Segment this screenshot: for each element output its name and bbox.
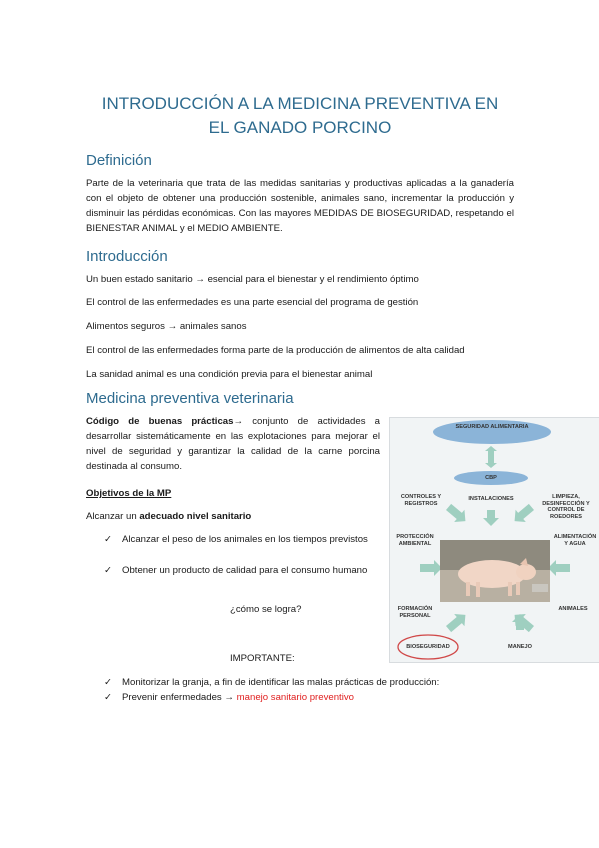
codigo-bold: Código de buenas prácticas (86, 416, 234, 427)
animales-label: ANIMALES (558, 606, 588, 612)
intro-item-1: Un buen estado sanitario → esencial para el bienestar y el rendimiento óptimo (86, 274, 419, 285)
medicina-heading: Medicina preventiva veterinaria (86, 390, 294, 407)
introduccion-heading: Introducción (86, 248, 168, 265)
instalaciones-label: INSTALACIONES (468, 496, 514, 502)
arrow-down-icon (483, 510, 499, 526)
intro-item-4: El control de las enfermedades forma parte de la producción de alimentos de alta calidad (86, 345, 465, 356)
title-line-1: INTRODUCCIÓN A LA MEDICINA PREVENTIVA EN (101, 94, 499, 113)
check-icon: ✓ (104, 565, 113, 576)
arrow-right-up-icon (443, 609, 470, 635)
alcanzar-line: Alcanzar un adecuado nivel sanitario (86, 511, 252, 522)
controles-label: CONTROLES Y REGISTROS (400, 494, 442, 507)
check-icon: ✓ (104, 677, 113, 688)
check-icon: ✓ (104, 534, 113, 545)
intro-item-2: El control de las enfermedades es una parte esencial del programa de gestión (86, 297, 419, 308)
arrow-left-icon (548, 560, 570, 576)
seguridad-label: SEGURIDAD ALIMENTARIA (455, 424, 529, 430)
alcanzar-bold: adecuado nivel sanitario (139, 511, 252, 522)
formacion-label: FORMACIÓN PERSONAL (397, 606, 433, 619)
codigo-paragraph (86, 414, 380, 474)
arrow-right-icon (420, 560, 442, 576)
cbp-diagram (389, 417, 599, 663)
definicion-text: Parte de la veterinaria que trata de las medidas sanitarias y productivas aplicadas a la ganadería con el objeto de obtener una producción sostenible, animales sano, incrementar la producción y disminuir las pérdidas económicas. Con las mayores MEDIDAS DE BIOSEGURIDAD, respetando el BIENESTAR ANIMAL y el MEDIO AMBIENTE. (86, 178, 514, 234)
title-line-2: EL GANADO PORCINO (208, 118, 392, 137)
pig-photo (440, 540, 550, 602)
bioseguridad-label: BIOSEGURIDAD (406, 644, 450, 650)
document-page: INTRODUCCIÓN A LA MEDICINA PREVENTIVA EN EL GANADO PORCINO Definición Parte de la veterinaria que trata de las medidas sanitarias y productivas aplicadas a la ganadería con el objeto de obtener una producción sostenible, animales sano, incrementar la producción y disminuir las pérdidas económicas. Con las mayores MEDIDAS DE BIOSEGURIDAD, respetando el BIENESTAR ANIMAL y el MEDIO AMBIENTE. Introducción Un buen estado sanitario → esencial para el bienestar y el rendimiento óptimo El control de las enfermedades es una parte esencial del programa de gestión Alimentos seguros → animales sanos El control de las enfermedades forma parte de la producción de alimentos de alta calidad La sanidad animal es una condición previa para el bienestar animal Medicina preventiva veterinaria Código de buenas prácticas→ conjunto de actividades a desarrollar sistemáticamente en las explotaciones para mejorar el nivel de seguridad y garantizar la calidad de la carne porcina destinada al consumo. Objetivos de la MP Alcanzar un adecuado nivel sanitario ✓ Alcanzar el peso de los animales en los tiempos previstos ✓ Obtener un producto de calidad para el consumo humano ¿cómo se logra? IMPORTANTE: ✓ Monitorizar la granja, a fin de identificar las malas prácticas de producción: ✓ Prevenir enfermedades → manejo sanitario preventivo SEGURIDAD ALIMENTARIA CBP CONTROLES Y REGISTROS INSTALACIONES LIMPIEZA, DESINFECCIÓN Y CONTROL DE ROEDORES PROTECCIÓN AMBIENTAL ALIMENTACIÓN Y AGUA FORMACIÓN PERSONAL ANIMALES BIOSEGURIDAD MANEJO (0, 0, 599, 848)
intro-item-5: La sanidad animal es una condición previa para el bienestar animal (86, 369, 373, 380)
arrow-left-down-icon (509, 501, 536, 527)
manejo-sanitario-link: manejo sanitario preventivo (236, 692, 354, 703)
cbp-label: CBP (485, 475, 497, 481)
arrow-down-icon (485, 460, 497, 468)
arrow-up-icon (485, 446, 497, 460)
codigo-rest: → conjunto de actividades a desarrollar sistemáticamente en las explotaciones para mejorar el nivel de seguridad y garantizar la calidad de la carne porcina destinada al consumo. (86, 416, 380, 472)
alimentacion-label: ALIMENTACIÓN Y AGUA (553, 534, 597, 547)
definicion-heading: Definición (86, 152, 152, 169)
page-title (60, 92, 540, 140)
limpieza-label: LIMPIEZA, DESINFECCIÓN Y CONTROL DE ROEDORES (542, 494, 590, 520)
intro-item-3: Alimentos seguros → animales sanos (86, 321, 247, 332)
proteccion-label: PROTECCIÓN AMBIENTAL (396, 534, 434, 547)
manejo-label: MANEJO (508, 644, 532, 650)
importante-label: IMPORTANTE: (230, 653, 295, 664)
como-se-logra: ¿cómo se logra? (230, 604, 302, 615)
check-icon: ✓ (104, 692, 113, 703)
objetivos-label: Objetivos de la MP (86, 488, 172, 499)
